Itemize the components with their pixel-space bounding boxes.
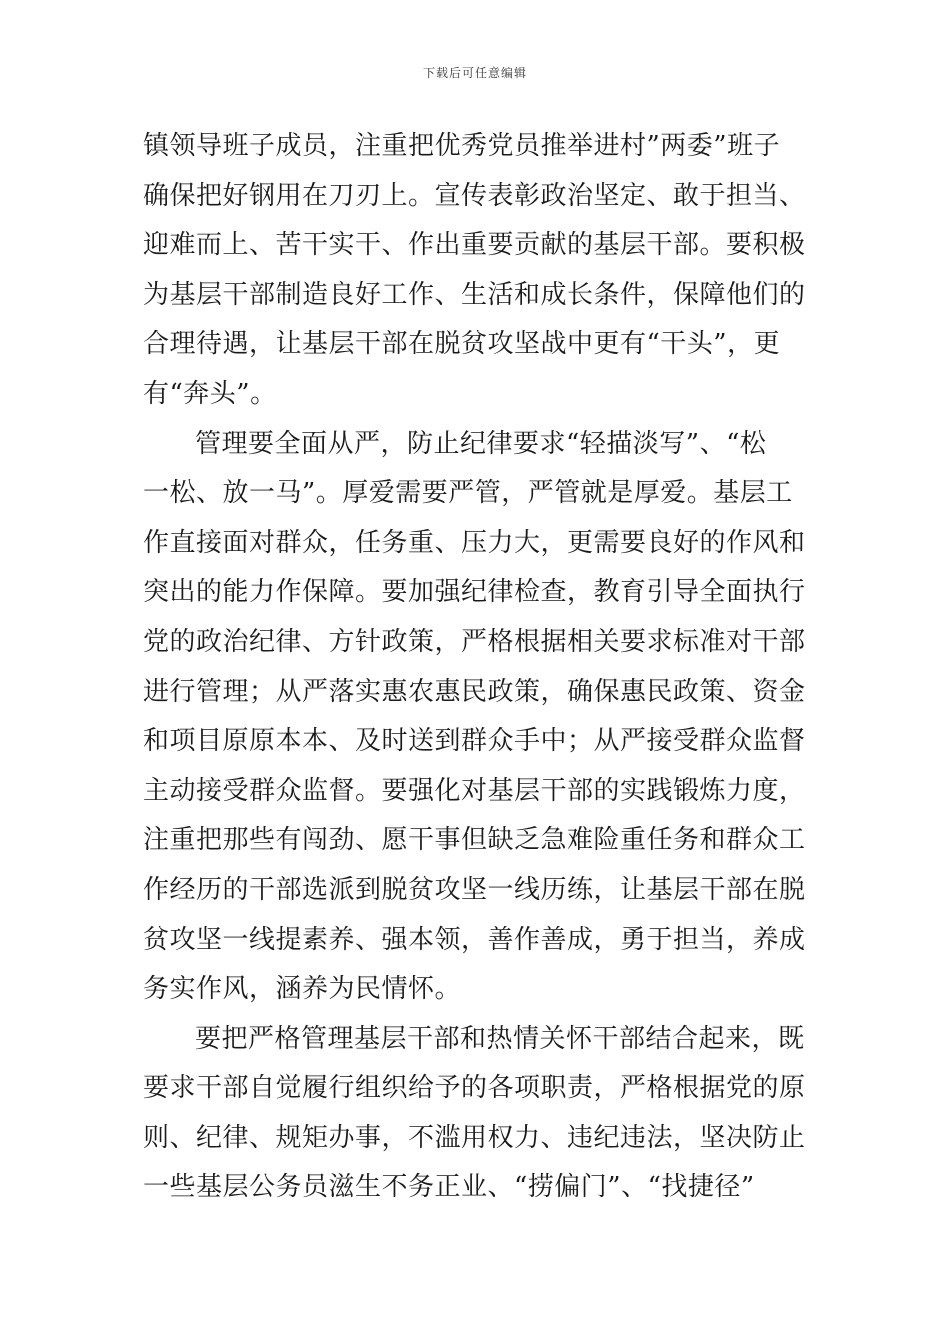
text-line: 管理要全面从严，防止纪律要求“轻描淡写”、“松 — [195, 428, 767, 459]
paragraph-3 — [143, 1015, 808, 1213]
text-line: 主动接受群众监督。要强化对基层干部的实践锻炼力度， — [143, 775, 806, 806]
text-line: 要求干部自觉履行组织给予的各项职责，严格根据党的原 — [143, 1073, 806, 1104]
text-line: 一松、放一马”。厚爱需要严管，严管就是厚爱。基层工 — [143, 478, 793, 509]
text-line: 注重把那些有闯劲、愿干事但缺乏急难险重任务和群众工 — [143, 825, 806, 856]
text-line: 一些基层公务员滋生不务正业、“捞偏门”、“找捷径” — [143, 1172, 755, 1203]
text-line: 党的政治纪律、方针政策，严格根据相关要求标准对干部 — [143, 626, 806, 657]
text-line: 作直接面对群众，任务重、压力大，更需要良好的作风和 — [143, 527, 806, 558]
text-line: 突出的能力作保障。要加强纪律检查，教育引导全面执行 — [143, 577, 806, 608]
text-line: 和项目原原本本、及时送到群众手中；从严接受群众监督 — [143, 726, 806, 757]
text-line: 有“奔头”。 — [143, 378, 277, 409]
text-line: 进行管理；从严落实惠农惠民政策，确保惠民政策、资金 — [143, 676, 806, 707]
text-line: 镇领导班子成员，注重把优秀党员推举进村”两委”班子 — [143, 131, 781, 161]
text-line: 要把严格管理基层干部和热情关怀干部结合起来，既 — [195, 1023, 805, 1054]
text-line: 确保把好钢用在刀刃上。宣传表彰政治坚定、敢于担当、 — [143, 180, 806, 211]
text-line: 贫攻坚一线提素养、强本领，善作善成，勇于担当，养成 — [143, 924, 806, 955]
text-line: 务实作风，涵养为民情怀。 — [143, 974, 462, 1005]
text-line: 为基层干部制造良好工作、生活和成长条件，保障他们的 — [143, 279, 806, 310]
paragraph-1 — [143, 122, 808, 420]
text-line: 作经历的干部选派到脱贫攻坚一线历练，让基层干部在脱 — [143, 874, 806, 905]
paragraph-2 — [143, 420, 808, 1015]
text-line: 合理待遇，让基层干部在脱贫攻坚战中更有“干头”，更 — [143, 329, 781, 360]
body-text — [143, 122, 808, 1213]
header-note: 下载后可任意编辑 — [422, 66, 527, 80]
text-line: 迎难而上、苦干实干、作出重要贡献的基层干部。要积极 — [143, 230, 806, 261]
text-line: 则、纪律、规矩办事，不滥用权力、违纪违法，坚决防止 — [143, 1122, 806, 1153]
